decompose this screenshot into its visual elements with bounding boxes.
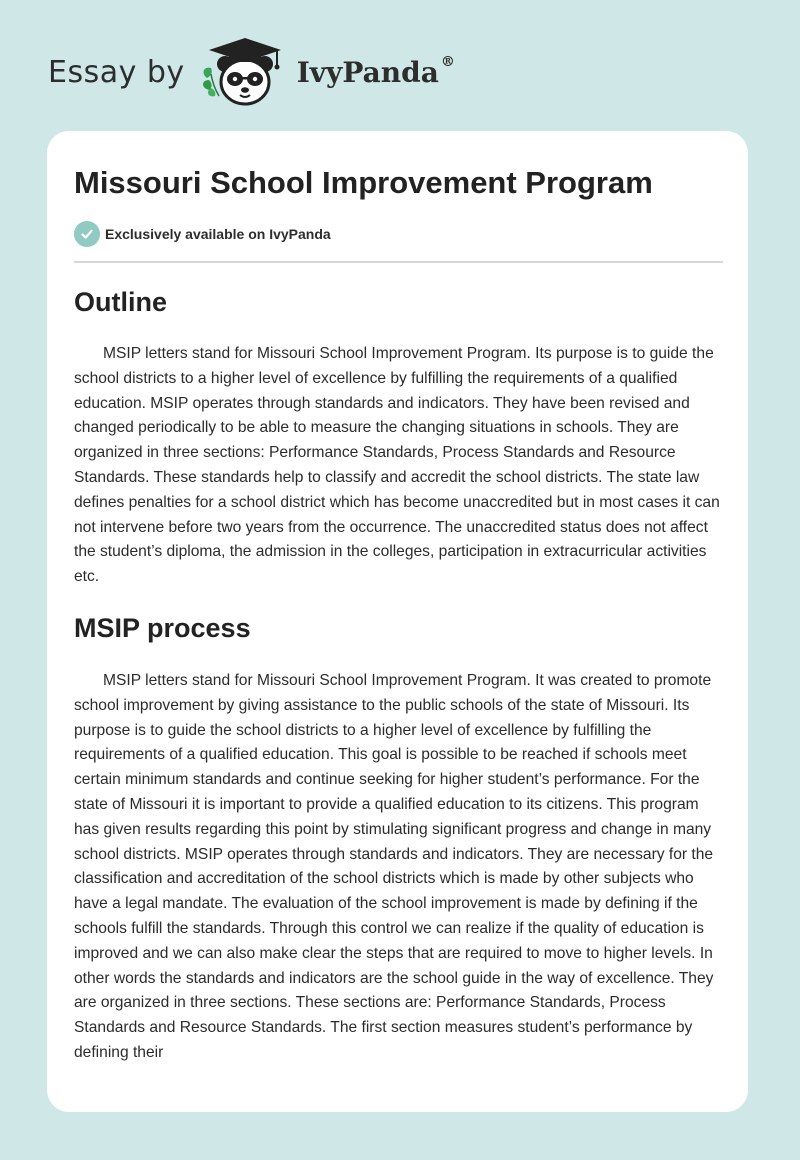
check-icon bbox=[74, 221, 100, 247]
section-paragraph-msip-process: MSIP letters stand for Missouri School Improvement Program. It was created to promote school improvement by giving assistance to the public schools of the state of Missouri. Its purpose is to guide the school districts to a higher level of excellence by fulfilling the requirements of a qualified education. This goal is possible to be reached if schools meet certain minimum standards and continue seeking for higher student’s performance. For the state of Missouri it is important to provide a qualified education to its citizens. This program has given results regarding this point by stimulating significant progress and change in many school districts. MSIP operates through standards and indicators. They are necessary for the classification and accreditation of the school districts which is made by other subjects who have a legal mandate. The evaluation of the school improvement is made by defining if the schools fulfill the standards. Through this control we can realize if the quality of education is improved and we can also make clear the steps that are required to move to higher levels. In other words the standards and indicators are the school guide in the way of excellence. They are organized in three sections. These sections are: Performance Standards, Process Standards and Resource Standards. The first section measures student’s performance by defining their bbox=[74, 672, 714, 1061]
essay-by-label: Essay by bbox=[48, 54, 185, 90]
exclusive-badge bbox=[74, 221, 331, 247]
brand-name: IvyPanda bbox=[296, 55, 439, 89]
section-heading-outline: Outline bbox=[74, 287, 167, 317]
brand-logo-text[interactable] bbox=[296, 53, 455, 89]
panda-graduate-icon[interactable] bbox=[199, 34, 289, 110]
registered-mark: ® bbox=[440, 53, 455, 70]
section-heading-msip-process: MSIP process bbox=[74, 613, 251, 643]
exclusive-badge-label: Exclusively available on IvyPanda bbox=[105, 226, 331, 242]
section-paragraph-outline: MSIP letters stand for Missouri School Improvement Program. Its purpose is to guide the school districts to a higher level of excellence by fulfilling the requirements of a qualified education. MSIP operates through standards and indicators. They have been revised and changed periodically to be able to measure the changing situations in schools. They are organized in three sections: Performance Standards, Process Standards and Resource Standards. These standards help to classify and accredit the school districts. The state law defines penalties for a school district which has become unaccredited but in most cases it can not intervene before two years from the occurrence. The unaccredited status does not affect the student’s diploma, the admission in the colleges, participation in extracurricular activities etc. bbox=[74, 345, 720, 586]
article-card bbox=[47, 131, 748, 1112]
site-header bbox=[48, 34, 455, 110]
article-title: Missouri School Improvement Program bbox=[74, 165, 653, 200]
title-divider bbox=[74, 261, 723, 263]
